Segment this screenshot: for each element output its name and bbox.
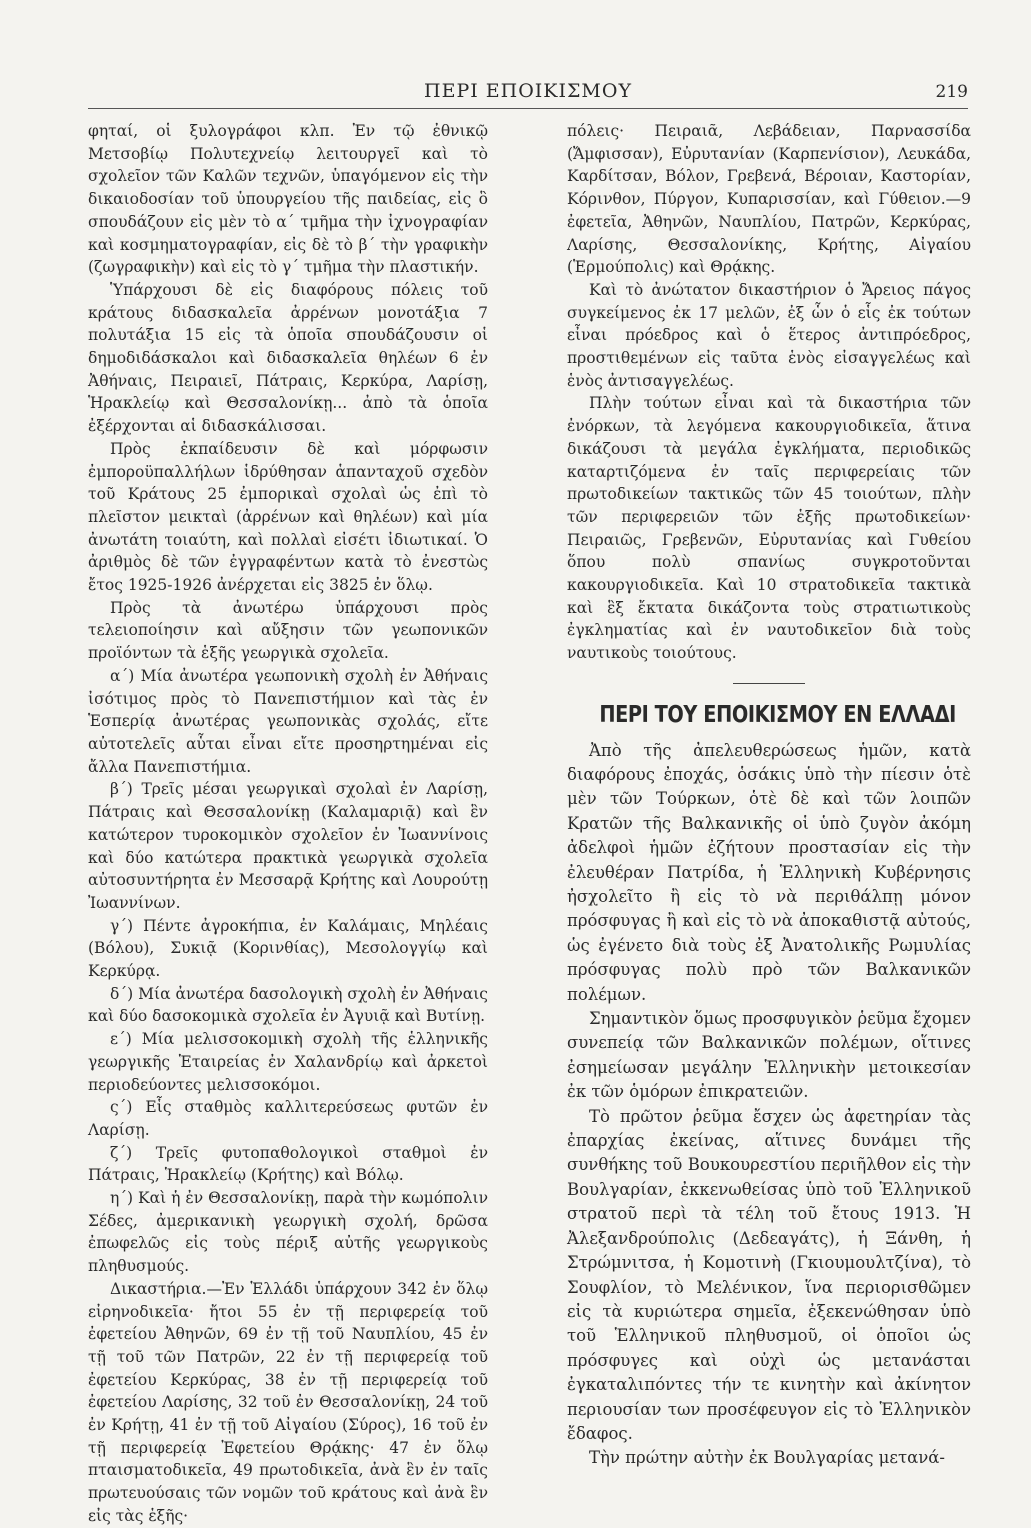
section-paragraph: Τὸ πρῶτον ῥεῦμα ἔσχεν ὡς ἀφετηρίαν τὰς ἐπαρχίας ἐκείνας, αἵτινες δυνάμει τῆς συνθήκης τοῦ Βουκουρεστίου περιῆλθον εἰς τὴν Βουλγαρίαν, ἐκκενωθείσας ὑπὸ τοῦ Ἑλληνικοῦ στρατοῦ περὶ τὰ τέλη τοῦ ἔτους 1913. Ἡ Ἀλεξανδρούπολις (Δεδεαγάτς), ἡ Ξάνθη, ἡ Στρώμνιτσα, ἡ Κομοτινὴ (Γκιουμουλτζίνα), τὸ Σουφλίον, τὸ Μελένικον, ἵνα περιορισθῶμεν εἰς τὰ κυριώτερα σημεῖα, ἐξεκενώθησαν ὑπὸ τοῦ Ἑλληνικοῦ πληθυσμοῦ, οἱ ὁποῖοι ὡς πρόσφυγες καὶ οὐχὶ ὡς μετανάσται ἐγκαταλιπόντες τήν τε κινητὴν καὶ ἀκίνητον περιουσίαν των προσέφευγον εἰς τὸ Ἑλληνικὸν ἔδαφος. (567, 1106, 971, 1443)
page-header (88, 78, 968, 109)
paragraph-commercial-schools: Πρὸς ἐκπαίδευσιν δὲ καὶ μόρφωσιν ἐμποροϋπαλλήλων ἱδρύθησαν ἁπανταχοῦ σχεδὸν τοῦ Κράτους 25 ἐμπορικαὶ σχολαὶ ὡς ἐπὶ τὸ πλεῖστον μεικταὶ (ἀρρένων καὶ θηλέων) καὶ μία ἀνωτάτη τοιαύτη, καὶ πολλαὶ εἰσέτι ἰδιωτικαί. Ὁ ἀριθμὸς δὲ τῶν ἐγγραφέντων κατὰ τὸ ἐνεστὼς ἔτος 1925-1926 ἀνέρχεται εἰς 3825 ἐν ὅλῳ. (88, 439, 488, 595)
list-item-agri-h: η΄) Καὶ ἡ ἐν Θεσσαλονίκῃ, παρὰ τὴν κωμόπολιν Σέδες, ἀμερικανικὴ γεωργικὴ σχολή, δρῶσα ἐπωφελῶς εἰς τοὺς πέριξ αὐτῆς γεωργικοὺς πληθυσμούς. (88, 1189, 488, 1276)
paragraph-teacher-colleges: Ὑπάρχουσι δὲ εἰς διαφόρους πόλεις τοῦ κράτους διδασκαλεῖα ἀρρένων μονοτάξια 7 πολυτάξια 15 εἰς τὰ ὁποῖα σπουδάζουσιν οἱ δημοδιδάσκαλοι καὶ διδασκαλεῖα θηλέων 6 ἐν Ἀθήναις, Πειραιεῖ, Πάτραις, Κερκύρα, Λαρίσῃ, Ἡρακλείῳ καὶ Θεσσαλονίκῃ... ἀπὸ τὰ ὁποῖα ἐξέρχονται αἱ διδασκάλισσαι. (88, 280, 488, 436)
section-title: ΠΕΡΙ ΤΟΥ ΕΠΟΙΚΙΣΜΟΥ ΕΝ ΕΛΛΑΔΙ (599, 701, 956, 728)
list-item-agri-g: ζ΄) Τρεῖς φυτοπαθολογικοὶ σταθμοὶ ἐν Πάτραις, Ἡρακλείῳ (Κρήτης) καὶ Βόλῳ. (88, 1143, 488, 1185)
list-item-agri-f: ς΄) Εἷς σταθμὸς καλλιτερεύσεως φυτῶν ἐν Λαρίσῃ. (88, 1098, 488, 1139)
paragraph-courts-continued: πόλεις· Πειραιᾶ, Λεβάδειαν, Παρνασσίδα (Ἄμφισσαν), Εὐρυτανίαν (Καρπενίσιον), Λευκάδα, Καρδίτσαν, Βόλον, Γρεβενά, Βέροιαν, Καστορίαν, Κόρινθον, Πύργον, Κυπαρισσίαν, καὶ Γύθειον.—9 ἐφετεῖα, Ἀθηνῶν, Ναυπλίου, Πατρῶν, Κερκύρας, Λαρίσης, Θεσσαλονίκης, Κρήτης, Αἰγαίου (Ἑρμούπολις) καὶ Θρᾴκης. (567, 122, 971, 277)
section-body (567, 739, 971, 1471)
list-item-agri-a: α΄) Μία ἀνωτέρα γεωπονικὴ σχολὴ ἐν Ἀθήναις ἰσότιμος πρὸς τὸ Πανεπιστήμιον καὶ τὰς ἐν Ἑσπερίᾳ ἀνωτέρας γεωπονικὰς σχολάς, εἴτε αὐτοτελεῖς αὗται εἶναι εἴτε προσηρτημέναι εἰς ἄλλα Πανεπιστήμια. (88, 666, 488, 776)
list-item-agri-d: δ΄) Μία ἀνωτέρα δασολογικὴ σχολὴ ἐν Ἀθήναις καὶ δύο δασοκομικὰ σχολεῖα ἐν Ἀγυιᾷ καὶ Βυτίνῃ. (88, 984, 488, 1026)
paragraph-jury-courts: Πλὴν τούτων εἶναι καὶ τὰ δικαστήρια τῶν ἐνόρκων, τὰ λεγόμενα κακουργιοδικεῖα, ἅτινα δικάζουσι τὰ μεγάλα ἐγκλήματα, περιοδικῶς καταρτιζόμενα ἐν ταῖς περιφερείαις τῶν πρωτοδικείων τακτικῶς τῶν 45 τοιούτων, πλὴν τῶν περιφερειῶν τῶν ἑξῆς πρωτοδικείων· Πειραιῶς, Γρεβενῶν, Εὐρυτανίας καὶ Γυθείου ὅπου πολὺ σπανίως συγκροτοῦνται κακουργιοδικεῖα. Καὶ 10 στρατοδικεῖα τακτικὰ καὶ ἓξ ἔκτατα δικάζοντα τοὺς στρατιωτικοὺς ἐγκληματίας καὶ ἐν ναυτοδικεῖον διὰ τοὺς ναυτικοὺς τοιούτους. (567, 394, 971, 663)
paragraph-supreme-court: Καὶ τὸ ἀνώτατον δικαστήριον ὁ Ἄρειος πάγος συγκείμενος ἐκ 17 μελῶν, ἐξ ὧν ὁ εἷς ἐκ τούτων εἶναι πρόεδρος καὶ ὁ ἕτερος ἀντιπρόεδρος, προστιθεμένων εἰς ταῦτα ἑνὸς εἰσαγγελέως καὶ ἑνὸς ἀντισαγγελέως. (567, 280, 971, 390)
list-item-agri-e: ε΄) Μία μελισσοκομικὴ σχολὴ τῆς ἑλληνικῆς γεωργικῆς Ἑταιρείας ἐν Χαλανδρίῳ καὶ ἀρκετοὶ περιοδεύοντες μελισσοκόμοι. (88, 1030, 488, 1094)
list-item-agri-c: γ΄) Πέντε ἀγροκήπια, ἐν Καλάμαις, Μηλέαις (Βόλου), Συκιᾷ (Κορινθίας), Μεσολογγίῳ καὶ Κερκύρᾳ. (88, 916, 488, 981)
section-paragraph: Τὴν πρώτην αὐτὴν ἐκ Βουλγαρίας μετανά- (589, 1448, 945, 1468)
left-column (88, 120, 488, 1525)
section-divider (733, 683, 805, 684)
right-column (567, 120, 971, 1480)
list-item-agri-b: β΄) Τρεῖς μέσαι γεωργικαὶ σχολαὶ ἐν Λαρίσῃ, Πάτραις καὶ Θεσσαλονίκῃ (Καλαμαριᾷ) καὶ ἓν κατώτερον τυροκομικὸν σχολεῖον ἐν Ἰωαννίνοις καὶ δύο κατώτερα πρακτικὰ γεωργικὰ σχολεῖα αὐτοσυντήρητα ἐν Μεσσαρᾷ Κρήτης καὶ Λουρούτῃ Ἰωαννίνων. (88, 780, 488, 912)
paragraph-courts: Δικαστήρια.—Ἐν Ἑλλάδι ὑπάρχουν 342 ἐν ὅλῳ εἰρηνοδικεῖα· ἤτοι 55 ἐν τῇ περιφερείᾳ τοῦ ἐφετείου Ἀθηνῶν, 69 ἐν τῇ τοῦ Ναυπλίου, 45 ἐν τῇ τοῦ τῶν Πατρῶν, 22 ἐν τῇ περιφερείᾳ τοῦ ἐφετείου Κερκύρας, 38 ἐν τῇ περιφερείᾳ τοῦ ἐφετείου Λαρίσης, 32 τοῦ ἐν Θεσσαλονίκῃ, 24 τοῦ ἐν Κρήτῃ, 41 ἐν τῇ τοῦ Αἰγαίου (Σύρος), 16 τοῦ ἐν τῇ περιφερείᾳ Ἐφετείου Θρᾴκης· 47 ἐν ὅλῳ πταισματοδικεῖα, 49 πρωτοδικεῖα, ἀνὰ ἓν ἐν ταῖς πρωτευούσαις τῶν νομῶν τοῦ κράτους καὶ ἀνὰ ἓν εἰς τὰς ἑξῆς· (88, 1279, 488, 1525)
section-paragraph: Σημαντικὸν ὅμως προσφυγικὸν ῥεῦμα ἔχομεν συνεπείᾳ τῶν Βαλκανικῶν πολέμων, οἵτινες ἐσημείωσαν μεγάλην Ἑλληνικὴν μετοικεσίαν ἐκ τῶν ὁμόρων ἐπικρατειῶν. (567, 1009, 971, 1102)
paragraph-agricultural-intro: Πρὸς τὰ ἀνωτέρω ὑπάρχουσι πρὸς τελειοποίησιν καὶ αὔξησιν τῶν γεωπονικῶν προϊόντων τὰ ἑξῆς γεωργικὰ σχολεῖα. (88, 598, 488, 663)
running-title: ΠΕΡΙ ΕΠΟΙΚΙΣΜΟΥ (424, 80, 632, 102)
section-paragraph: Ἀπὸ τῆς ἀπελευθερώσεως ἡμῶν, κατὰ διαφόρους ἐποχάς, ὁσάκις ὑπὸ τὴν πίεσιν ὁτὲ μὲν τῶν Τούρκων, ὁτὲ δὲ καὶ τῶν λοιπῶν Κρατῶν τῆς Βαλκανικῆς οἱ ὑπὸ ζυγὸν ἀκόμη ἀδελφοὶ ἡμῶν ἐζήτουν προστασίαν εἰς τὴν ἐλευθέραν Πατρίδα, ἡ Ἑλληνικὴ Κυβέρνησις ἠσχολεῖτο ἢ εἰς τὸ νὰ περιθάλπῃ μόνον πρόσφυγας ἢ καὶ εἰς τὸ νὰ ἀποκαθιστᾷ αὐτούς, ὡς ἐγένετο διὰ τοὺς ἐξ Ἀνατολικῆς Ρωμυλίας πρόσφυγας πολὺ πρὸ τῶν Βαλκανικῶν πολέμων. (567, 740, 971, 1004)
paragraph-schools-fine-arts: φηταί, οἱ ξυλογράφοι κλπ. Ἐν τῷ ἐθνικῷ Μετσοβίῳ Πολυτεχνείῳ λειτουργεῖ καὶ τὸ σχολεῖον τῶν Καλῶν τεχνῶν, ὑπαγόμενον εἰς τὴν δικαιοδοσίαν τοῦ ὑπουργείου τῆς παιδείας, εἰς ὃ σπουδάζουν εἰς μὲν τὸ α΄ τμῆμα τὴν ἰχνογραφίαν καὶ κοσμηματογραφίαν, εἰς δὲ τὸ β΄ τὴν γραφικὴν (ζωγραφικὴν) καὶ εἰς τὸ γ΄ τμῆμα τὴν πλαστικήν. (88, 122, 488, 277)
page-number: 219 (935, 82, 968, 102)
